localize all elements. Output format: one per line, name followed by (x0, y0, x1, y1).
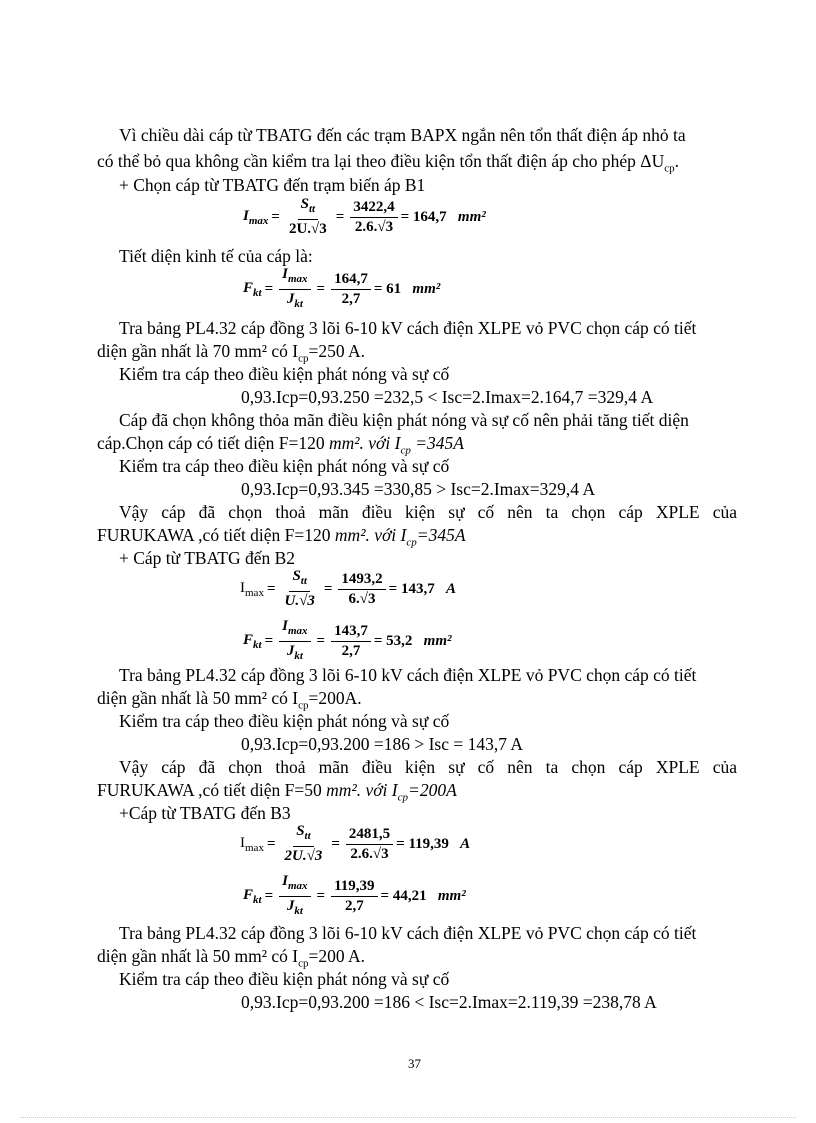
para-line: Vì chiều dài cáp từ TBATG đến các trạm BAPX ngắn nên tổn thất điện áp nhỏ ta (119, 125, 686, 145)
condition-line: 0,93.Icp=0,93.250 =232,5 < Isc=2.Imax=2.164,7 =329,4 A (241, 387, 654, 407)
para-line: diện gần nhất là 50 mm² có $I_{cp}=200$ A. (97, 946, 366, 970)
para-line: Kiểm tra cáp theo điều kiện phát nóng và sự cố (119, 711, 450, 731)
para-line: có thể bỏ qua không cần kiểm tra lại theo điều kiện tổn thất điện áp cho phép $\Delta U_{cp}$. (97, 151, 679, 175)
para-line: Kiểm tra cáp theo điều kiện phát nóng và sự cố (119, 969, 450, 989)
para-line: Tra bảng PL4.32 cáp đồng 3 lõi 6-10 kV cách điện XLPE vỏ PVC chọn cáp có tiết (119, 923, 697, 943)
equation-imax-b1: $I_{max}$ = $\frac{S_{tt}}{2U.√3}$ = $\frac{3422,4}{2.6.√3}$ = 164,7 mm² (243, 196, 486, 237)
para-line: cáp.Chọn cáp có tiết diện F=120 mm². với $I_{cp} =345A$ (97, 433, 464, 457)
page-bottom-border (20, 1117, 796, 1118)
equation-imax-b3: $I_{max}$ = $\frac{S_{tt}}{2U.√3}$ = $\frac{2481,5}{2.6.√3}$ = 119,39 A (240, 823, 471, 864)
para-line: FURUKAWA ,có tiết diện F=50 mm². với $I_{cp}=200A$ (97, 780, 457, 804)
para-line: Vậy cáp đã chọn thoả mãn điều kiện sự cố nên ta chọn cáp XPLE của (119, 757, 737, 777)
condition-line: 0,93.Icp=0,93.345 =330,85 > Isc=2.Imax=329,4 A (241, 479, 596, 499)
equation-fkt-b1: $F_{kt}$ = $\frac{I_{max}}{J_{kt}}$ = $\frac{164,7}{2,7}$ = 61 mm² (243, 266, 441, 310)
para-line: Tiết diện kinh tế của cáp là: (119, 246, 313, 266)
page-number: 37 (408, 1056, 421, 1071)
para-line: Vậy cáp đã chọn thoả mãn điều kiện sự cố nên ta chọn cáp XPLE của (119, 502, 737, 522)
para-line: Kiểm tra cáp theo điều kiện phát nóng và sự cố (119, 456, 450, 476)
equation-fkt-b3: $F_{kt}$ = $\frac{I_{max}}{J_{kt}}$ = $\frac{119,39}{2,7}$ = 44,21 mm² (243, 873, 466, 917)
condition-line: 0,93.Icp=0,93.200 =186 > Isc = 143,7 A (241, 734, 524, 754)
condition-line: 0,93.Icp=0,93.200 =186 < Isc=2.Imax=2.119,39 =238,78 A (241, 992, 657, 1012)
para-line: Kiểm tra cáp theo điều kiện phát nóng và sự cố (119, 364, 450, 384)
para-line: Tra bảng PL4.32 cáp đồng 3 lõi 6-10 kV cách điện XLPE vỏ PVC chọn cáp có tiết (119, 318, 697, 338)
para-line: FURUKAWA ,có tiết diện F=120 mm². với $I_{cp}=345A$ (97, 525, 466, 549)
section-heading-b1: + Chọn cáp từ TBATG đến trạm biến áp B1 (119, 175, 426, 195)
para-line: diện gần nhất là 50 mm² có $I_{cp}=200A$. (97, 688, 362, 712)
para-line: Cáp đã chọn không thỏa mãn điều kiện phát nóng và sự cố nên phải tăng tiết diện (119, 410, 689, 430)
equation-imax-b2: $I_{max}$ = $\frac{S_{tt}}{U.√3}$ = $\frac{1493,2}{6.√3}$ = 143,7 A (240, 568, 456, 609)
para-line: Tra bảng PL4.32 cáp đồng 3 lõi 6-10 kV cách điện XLPE vỏ PVC chọn cáp có tiết (119, 665, 697, 685)
section-heading-b3: +Cáp từ TBATG đến B3 (119, 803, 291, 823)
equation-fkt-b2: $F_{kt}$ = $\frac{I_{max}}{J_{kt}}$ = $\frac{143,7}{2,7}$ = 53,2 mm² (243, 618, 452, 662)
para-line: diện gần nhất là 70 mm² có $I_{cp}=250$ A. (97, 341, 366, 365)
section-heading-b2: + Cáp từ TBATG đến B2 (119, 548, 296, 568)
